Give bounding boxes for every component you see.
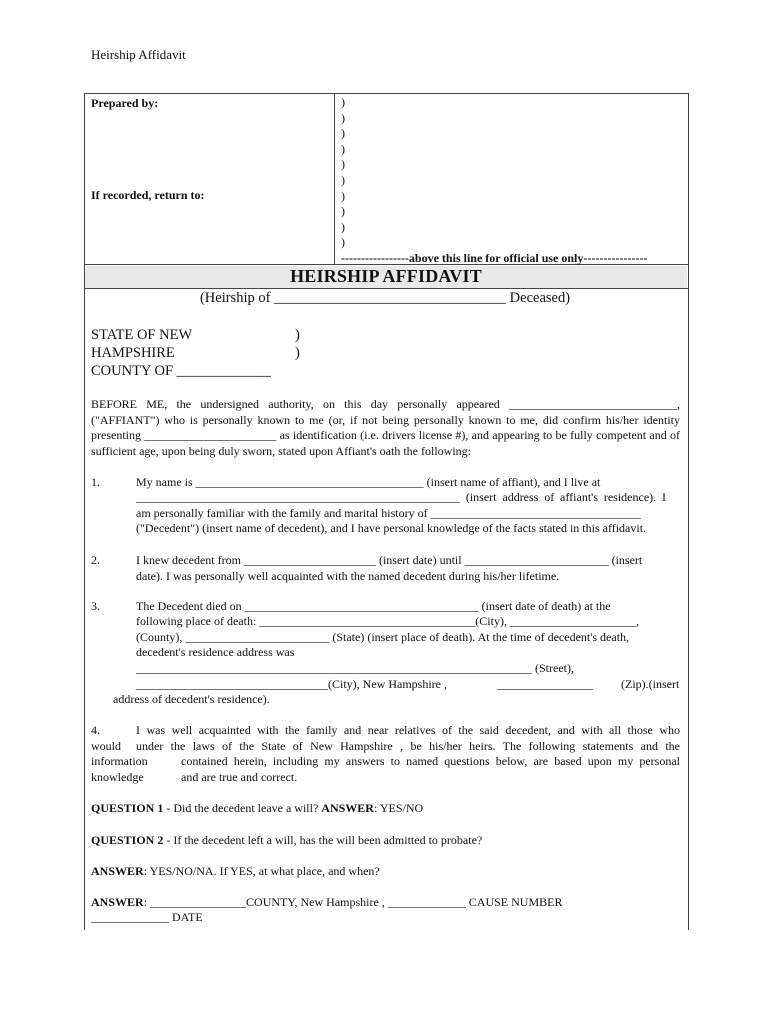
item-4-word-information: information: [91, 754, 148, 768]
page-title: HEIRSHIP AFFIDAVIT: [290, 266, 482, 286]
item-2-number: 2.: [91, 553, 100, 567]
item-3-zip-blank: ________________: [497, 677, 593, 691]
title-bottom-rule: [84, 288, 688, 289]
item-3-line-4: decedent's residence address was: [136, 645, 295, 659]
item-3-line-5: __________________________________________________________________ (Street),: [136, 661, 574, 675]
state-paren-2: ): [295, 345, 300, 361]
item-1-line-3: am personally familiar with the family and marital history of ___________________________________: [136, 506, 641, 520]
recording-parens: ) ) ) ) ) ) ) ) ) ): [341, 95, 345, 250]
item-1-line-1: My name is ______________________________________ (insert name of affiant), and I live at: [136, 475, 601, 489]
intro-line-3: presenting ______________________ as identification (i.e. drivers license #), and appearing to be fully competent and of: [91, 428, 680, 442]
item-4-line-2: under the laws of the State of New Hampshire , be his/her heirs. The following statements and the: [136, 739, 680, 753]
question-2: QUESTION 2 - If the decedent left a will, has the will been admitted to probate?: [91, 833, 483, 847]
intro-line-1: BEFORE ME, the undersigned authority, on this day personally appeared ____________________________,: [91, 397, 680, 411]
question-1: QUESTION 1 - Did the decedent leave a will? ANSWER: YES/NO: [91, 801, 424, 815]
item-4-number: 4.: [91, 723, 100, 737]
answer-3: ANSWER: ________________COUNTY, New Hampshire , _____________ CAUSE NUMBER: [91, 895, 563, 909]
state-line-2: HAMPSHIRE: [91, 345, 175, 361]
intro-line-4: sufficient age, upon being duly sworn, stated upon Affiant's oath the following:: [91, 444, 471, 458]
item-3-zip-label: (Zip).(insert: [621, 677, 680, 691]
document-header: Heirship Affidavit: [91, 47, 186, 62]
prepared-by-label: Prepared by:: [91, 96, 159, 110]
item-3-line-2: following place of death: ____________________________________(City), _____________________,: [136, 614, 639, 628]
state-line-1: STATE OF NEW: [91, 327, 193, 343]
item-3-line-6: ________________________________(City), New Hampshire ,: [136, 677, 447, 691]
return-to-label: If recorded, return to:: [91, 188, 205, 202]
item-1-number: 1.: [91, 475, 100, 489]
official-use-line: -----------------above this line for official use only----------------: [341, 251, 648, 265]
item-3-line-1: The Decedent died on _______________________________________ (insert date of death) at the: [136, 599, 611, 613]
county-line: COUNTY OF _____________: [91, 363, 271, 379]
item-4-word-knowledge: knowledge: [91, 770, 144, 784]
intro-line-2: ("AFFIANT") who is personally known to me (or, if not being personally known to me, did confirm his/her identity: [91, 413, 680, 427]
item-3-number: 3.: [91, 599, 100, 613]
item-4-line-3: contained herein, including my answers to named questions below, are based upon my personal: [181, 754, 680, 768]
item-1-line-2: ______________________________________________________ (insert address of affiant's residence). I: [136, 490, 666, 504]
heirship-subtitle: (Heirship of ________________________________ Deceased): [199, 290, 571, 306]
answer-3-date: _____________ DATE: [91, 910, 203, 924]
item-1-line-4: ("Decedent") (insert name of decedent), and I have personal knowledge of the facts stated in this affidavit.: [136, 521, 647, 535]
answer-2: ANSWER: YES/NO/NA. If YES, at what place, and when?: [91, 864, 380, 878]
recording-divider: [334, 93, 335, 264]
item-3-line-7: address of decedent's residence).: [113, 692, 270, 706]
item-4-word-would: would: [91, 739, 121, 753]
item-4-line-4: and are true and correct.: [181, 770, 298, 784]
item-3-line-3: (County), ________________________ (State) (insert place of death). At the time of decedent's death,: [136, 630, 630, 644]
item-4-line-1: I was well acquainted with the family and near relatives of the said decedent, and with all those who: [136, 723, 680, 737]
item-2-line-1: I knew decedent from ______________________ (insert date) until ________________________ (insert: [136, 553, 643, 567]
item-2-line-2: date). I was personally well acquainted with the named decedent during his/her lifetime.: [136, 569, 560, 583]
state-paren-1: ): [295, 327, 300, 343]
